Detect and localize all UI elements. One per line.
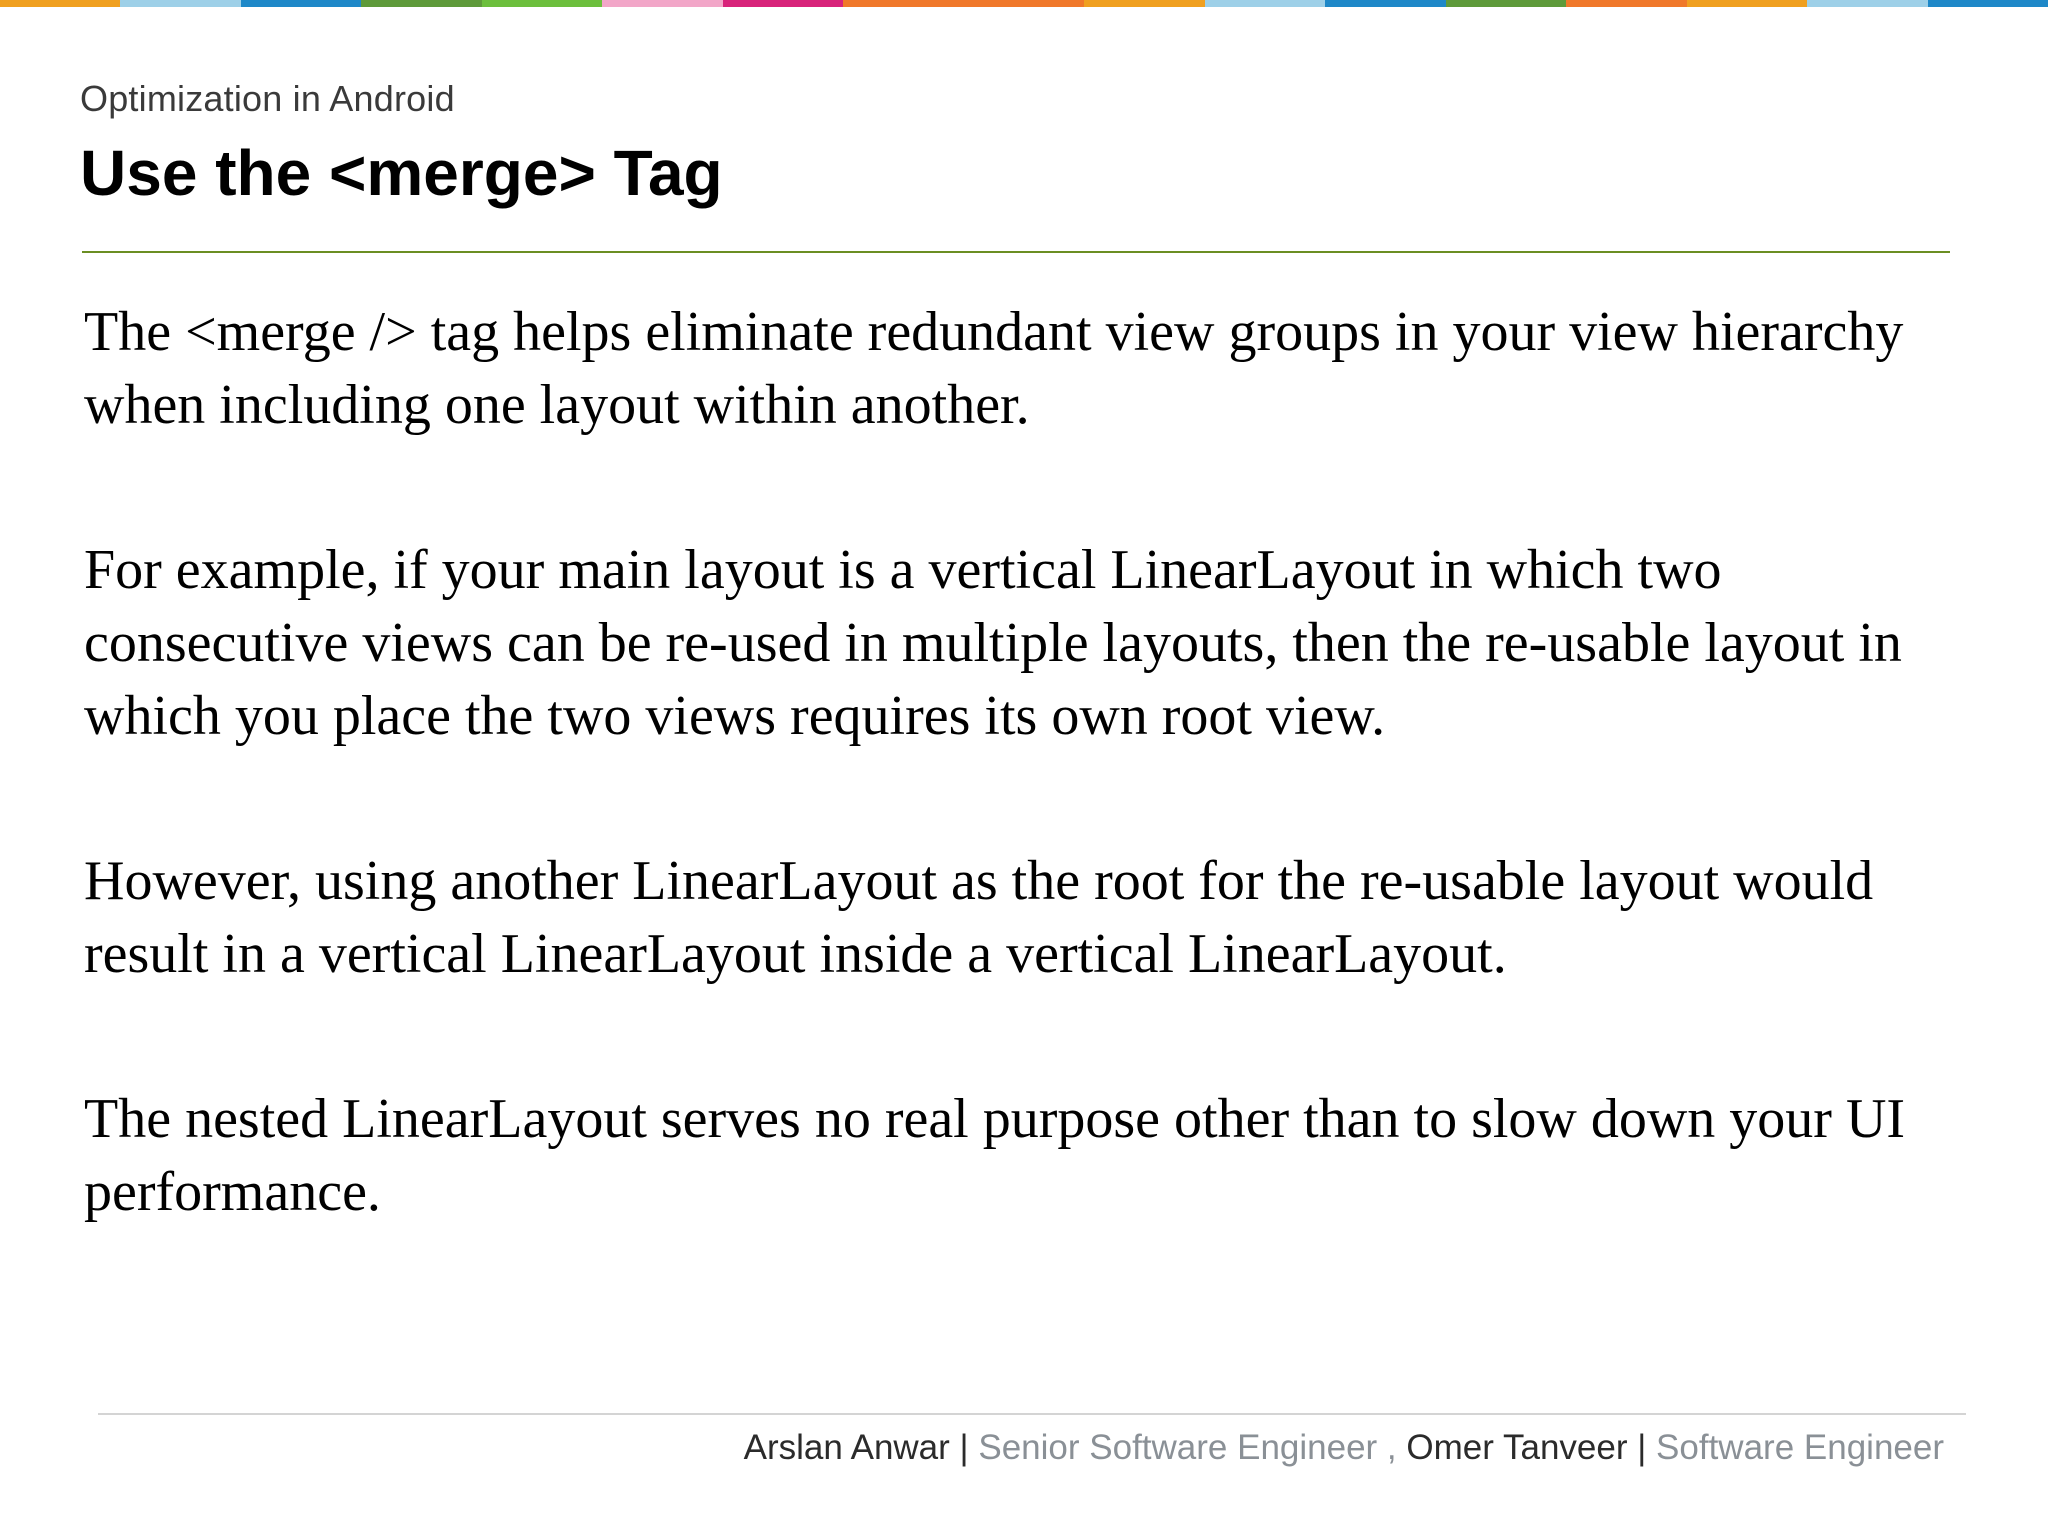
top-bar-segment [482,0,602,7]
top-bar-segment [1687,0,1807,7]
top-bar-segment [964,0,1084,7]
author-2-separator: | [1627,1428,1657,1467]
footer-credits [744,1428,1944,1468]
author-2-name: Omer Tanveer [1406,1428,1628,1467]
top-bar-segment [1446,0,1566,7]
top-bar-segment [0,0,120,7]
top-bar-segment [120,0,240,7]
top-bar-segment [1205,0,1325,7]
top-bar-segment [1325,0,1445,7]
title-divider [82,251,1950,253]
paragraph-1: The <merge /> tag helps eliminate redundant view groups in your view hierarchy when including one layout within another. [84,301,1904,436]
paragraph-2: For example, if your main layout is a vertical LinearLayout in which two consecutive views can be re-used in multiple layouts, then the re-usable layout in which you place the two views requires its own root view. [84,539,1902,747]
section-subtitle: Optimization in Android [80,78,455,119]
author-2-role: Software Engineer [1656,1428,1944,1467]
top-bar-segment [361,0,481,7]
author-1-role: Senior Software Engineer , [978,1428,1397,1467]
slide-body [84,296,1984,1321]
footer-divider [98,1413,1966,1415]
top-bar-segment [602,0,722,7]
top-bar-segment [1928,0,2048,7]
top-color-bar [0,0,2048,7]
author-1-name: Arslan Anwar [743,1428,950,1467]
paragraph-3: However, using another LinearLayout as the root for the re-usable layout would result in a vertical LinearLayout inside a vertical LinearLayout. [84,850,1874,985]
top-bar-segment [1084,0,1204,7]
top-bar-segment [1807,0,1927,7]
author-1-separator: | [949,1428,979,1467]
top-bar-segment [1566,0,1686,7]
page-title: Use the <merge> Tag [80,137,723,209]
paragraph-4: The nested LinearLayout serves no real purpose other than to slow down your UI performance. [84,1088,1906,1223]
top-bar-segment [843,0,963,7]
top-bar-segment [241,0,361,7]
top-bar-segment [723,0,843,7]
